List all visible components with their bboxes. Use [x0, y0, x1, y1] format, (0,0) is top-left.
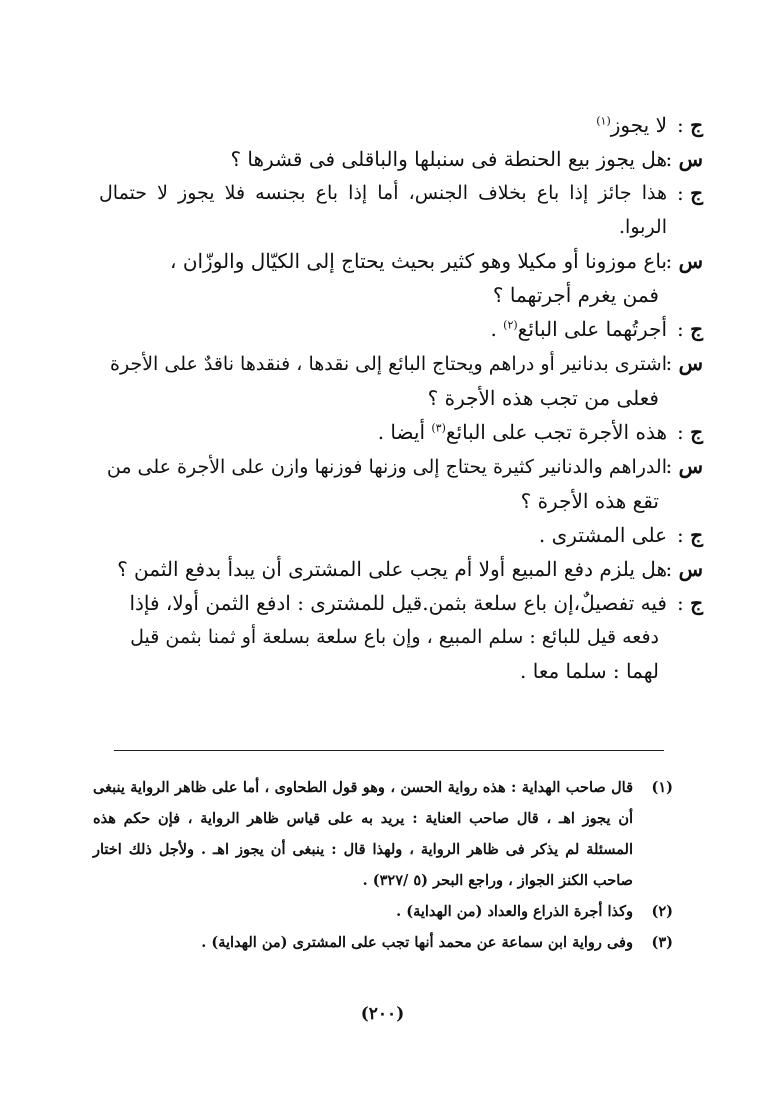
question-marker: س: [678, 454, 703, 478]
answer-marker: ج: [690, 523, 703, 547]
qa-section: [99, 108, 703, 688]
footnote-ref-2[interactable]: (٢): [503, 318, 518, 332]
answer-5: ج : على المشترى .: [99, 518, 703, 552]
answer-text-line-2: دفعه قيل للبائع : سلم المبيع ، وإن باع سلعة بسلعة أو ثمنا بثمن قيل: [130, 626, 659, 648]
question-text: هل يلزم دفع المبيع أولا أم يجب على المشترى أن يبدأ بدفع الثمن ؟: [117, 557, 667, 581]
question-text-line-2: فعلى من تجب هذه الأجرة ؟: [427, 386, 659, 410]
answer-2: ج : هذا جائز إذا باع بخلاف الجنس، أما إذا باع بجنسه فلا يجوز لا حتمال الربوا.: [99, 176, 703, 244]
answer-marker: ج: [690, 181, 703, 205]
question-text-line-1: الدراهم والدنانير كثيرة يحتاج إلى وزنها فوزنها وازن على الأجرة على من: [106, 456, 667, 478]
question-5: س : هل يلزم دفع المبيع أولا أم يجب على المشترى أن يبدأ بدفع الثمن ؟: [99, 552, 703, 586]
answer-marker: ج: [690, 420, 703, 444]
answer-text: لا يجوز: [610, 113, 667, 137]
answer-marker: ج: [690, 591, 703, 615]
footnote-number: (١): [651, 779, 673, 796]
question-text-line-2: تقع هذه الأجرة ؟: [520, 489, 659, 513]
answer-text-line-1: فيه تفصيلٌ،إن باع سلعة بثمن.قيل للمشترى : ادفع الثمن أولا، فإذا: [129, 591, 667, 615]
page-number: (٢٠٠): [360, 1004, 405, 1024]
answer-3: ج : أجرتُهما على البائع$^{(٢)}$ .: [490, 317, 703, 341]
question-text-line-1: باع موزونا أو مكيلا وهو كثير بحيث يحتاج إلى الكيّال والوزّان ،: [170, 249, 667, 273]
answer-4: ج : هذه الأجرة تجب على البائع$^{(٣)}$ أيضا .: [377, 420, 703, 444]
question-marker: س: [678, 557, 703, 581]
answer-text-line-3: لهما : سلما معا .: [520, 659, 659, 683]
footnote-2: [93, 896, 673, 927]
footnote-divider: [114, 750, 664, 751]
question-1: س : هل يجوز بيع الحنطة فى سنبلها والباقلى فى قشرها ؟: [99, 142, 703, 176]
question-2: س : باع موزونا أو مكيلا وهو كثير بحيث يحتاج إلى الكيّال والوزّان ، فمن يغرم أجرتهما ؟: [99, 244, 703, 312]
question-marker: س: [678, 351, 703, 375]
footnote-3: [93, 927, 673, 958]
question-text: هل يجوز بيع الحنطة فى سنبلها والباقلى فى قشرها ؟: [230, 147, 667, 171]
footnote-ref-1[interactable]: (١): [596, 114, 611, 128]
footnote-ref-3[interactable]: (٣): [431, 421, 446, 435]
footnote-number: (٢): [651, 903, 673, 920]
question-4: س : الدراهم والدنانير كثيرة يحتاج إلى وزنها فوزنها وازن على الأجرة على من تقع هذه الأجرة ؟: [99, 449, 703, 518]
answer-marker: ج: [690, 113, 703, 137]
answer-text-tail: أيضا .: [377, 420, 432, 444]
answer-text: هذا جائز إذا باع بخلاف الجنس، أما إذا باع بجنسه فلا يجوز لا حتمال الربوا.: [99, 182, 667, 238]
answer-marker: ج: [690, 317, 703, 341]
footnote-1: [93, 772, 673, 896]
question-text-line-2: فمن يغرم أجرتهما ؟: [492, 283, 659, 307]
footnote-text: وفى رواية ابن سماعة عن محمد أنها تجب على المشترى (من الهداية) .: [201, 934, 633, 951]
footnote-text: قال صاحب الهداية : هذه رواية الحسن ، وهو قول الطحاوى ، أما على ظاهر الرواية ينبغى أن يجوز اهـ ، قال صاحب العناية : يريد به على قياس ظاهر الرواية ، فإن حكم هذه المسئلة لم يذكر فى ظاهر الرواية ، ولهذا قال : ينبغى أن يجوز اهـ . ولأجل ذلك اختار صاحب الكنز الجواز ، وراجع البحر (٥ /٣٢٧) .: [93, 779, 633, 889]
footnote-text: وكذا أجرة الذراع والعداد (من الهداية) .: [396, 903, 633, 920]
footnote-number: (٣): [651, 934, 673, 951]
answer-text: على المشترى .: [538, 523, 667, 547]
question-text-line-1: اشترى بدنانير أو دراهم ويحتاج البائع إلى نقدها ، فنقدها ناقدٌ على الأجرة: [110, 353, 667, 375]
question-marker: س: [678, 147, 703, 171]
answer-text-tail: .: [490, 317, 504, 341]
question-marker: س: [678, 249, 703, 273]
answer-6: ج : فيه تفصيلٌ،إن باع سلعة بثمن.قيل للمشترى : ادفع الثمن أولا، فإذا دفعه قيل للبائع : سلم المبيع ، وإن باع سلعة بسلعة أو ثمنا بثمن قيل لهما : سلما معا .: [99, 586, 703, 688]
footnotes-section: [93, 772, 673, 958]
answer-1: ج : لا يجوز$^{(١)}$: [596, 113, 703, 137]
answer-text: أجرتُهما على البائع: [517, 317, 667, 341]
answer-text: هذه الأجرة تجب على البائع: [445, 420, 667, 444]
question-3: س : اشترى بدنانير أو دراهم ويحتاج البائع إلى نقدها ، فنقدها ناقدٌ على الأجرة فعلى من تجب هذه الأجرة ؟: [99, 346, 703, 415]
